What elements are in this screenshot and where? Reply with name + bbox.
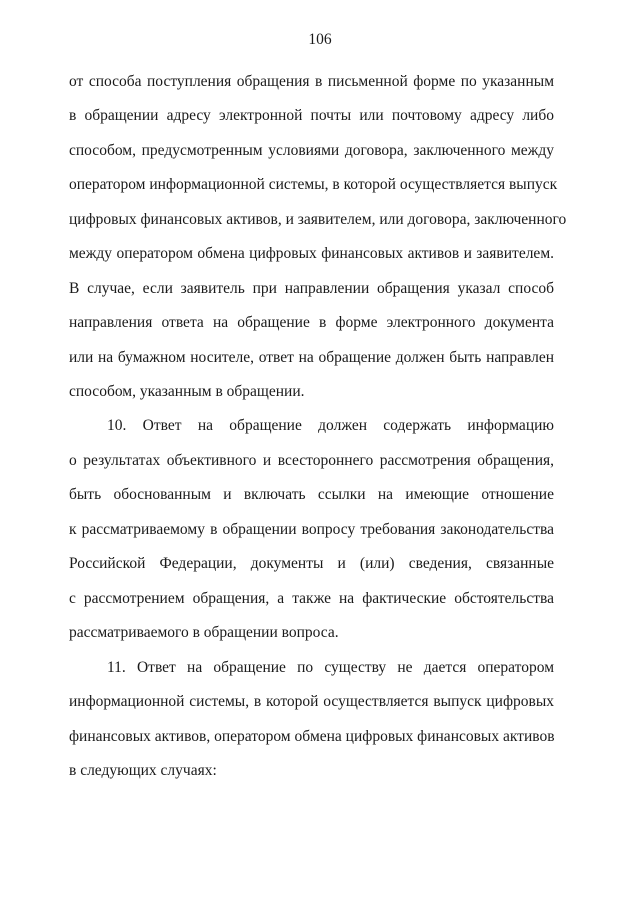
text-line: способом, предусмотренным условиями договора, заключенного между — [69, 142, 554, 159]
text-line: или на бумажном носителе, ответ на обращение должен быть направлен — [69, 349, 554, 366]
text-line: Российской Федерации, документы и (или) сведения, связанные — [69, 555, 554, 572]
text-line: способом, указанным в обращении. — [69, 383, 305, 400]
text-line: с рассмотрением обращения, а также на фактические обстоятельства — [69, 590, 554, 607]
text-line: рассматриваемого в обращении вопроса. — [69, 624, 339, 641]
text-line: финансовых активов, оператором обмена цифровых финансовых активов — [69, 728, 555, 745]
text-line: между оператором обмена цифровых финансовых активов и заявителем. — [69, 245, 554, 262]
text-line: быть обоснованным и включать ссылки на имеющие отношение — [69, 486, 554, 503]
paragraph-11-first-line: 11. Ответ на обращение по существу не дается оператором — [107, 659, 554, 676]
text-line: В случае, если заявитель при направлении обращения указал способ — [69, 280, 554, 297]
text-line: к рассматриваемому в обращении вопросу требования законодательства — [69, 521, 554, 538]
text-line: от способа поступления обращения в письменной форме по указанным — [69, 73, 554, 90]
text-line: в обращении адресу электронной почты или почтовому адресу либо — [69, 107, 554, 124]
text-line: направления ответа на обращение в форме электронного документа — [69, 314, 554, 331]
text-line: в следующих случаях: — [69, 762, 217, 779]
text-line: цифровых финансовых активов, и заявителем, или договора, заключенного — [69, 211, 567, 228]
text-line: о результатах объективного и всестороннего рассмотрения обращения, — [69, 452, 554, 469]
page-number: 106 — [308, 31, 332, 48]
text-line: оператором информационной системы, в которой осуществляется выпуск — [69, 176, 558, 193]
text-line: информационной системы, в которой осуществляется выпуск цифровых — [69, 693, 554, 710]
paragraph-10-first-line: 10. Ответ на обращение должен содержать информацию — [107, 417, 554, 434]
